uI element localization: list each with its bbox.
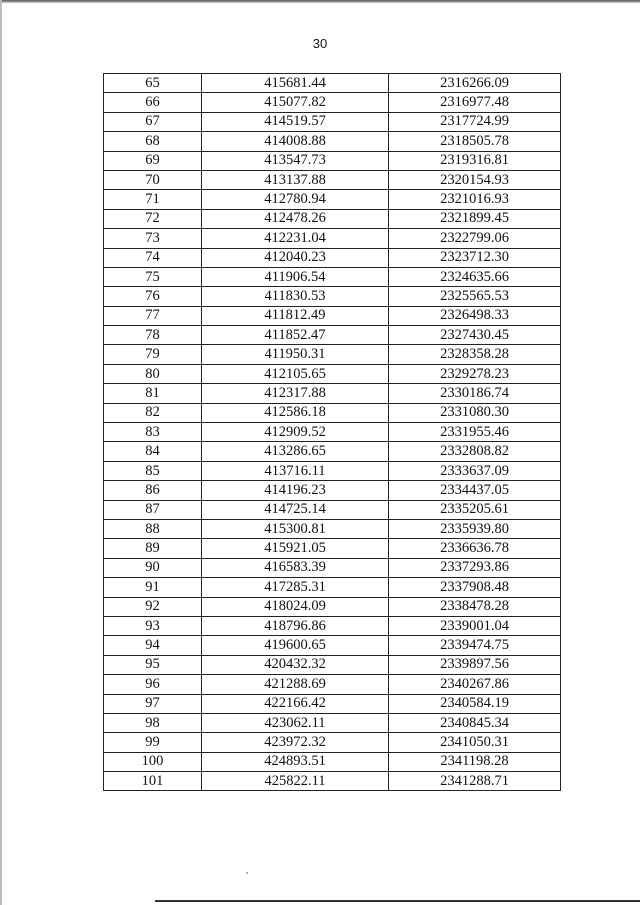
x-coordinate-cell: 414196.23: [202, 481, 389, 500]
table-row: [104, 423, 561, 442]
table-row: [104, 132, 561, 151]
table-row: [104, 500, 561, 519]
x-coordinate-cell: 416583.39: [202, 558, 389, 577]
y-coordinate-cell: 2336636.78: [389, 539, 561, 558]
x-coordinate-cell: 411852.47: [202, 326, 389, 345]
y-coordinate-cell: 2334437.05: [389, 481, 561, 500]
x-coordinate-cell: 414519.57: [202, 112, 389, 131]
point-number-cell: 74: [104, 248, 202, 267]
table-row: [104, 287, 561, 306]
x-coordinate-cell: 415300.81: [202, 519, 389, 538]
table-row: [104, 539, 561, 558]
table-row: [104, 519, 561, 538]
y-coordinate-cell: 2320154.93: [389, 170, 561, 189]
table-row: [104, 461, 561, 480]
x-coordinate-cell: 412317.88: [202, 384, 389, 403]
x-coordinate-cell: 411830.53: [202, 287, 389, 306]
table-row: [104, 655, 561, 674]
point-number-cell: 77: [104, 306, 202, 325]
x-coordinate-cell: 423062.11: [202, 713, 389, 732]
y-coordinate-cell: 2337293.86: [389, 558, 561, 577]
table-row: [104, 694, 561, 713]
y-coordinate-cell: 2332808.82: [389, 442, 561, 461]
y-coordinate-cell: 2330186.74: [389, 384, 561, 403]
point-number-cell: 95: [104, 655, 202, 674]
x-coordinate-cell: 412040.23: [202, 248, 389, 267]
point-number-cell: 100: [104, 752, 202, 771]
point-number-cell: 85: [104, 461, 202, 480]
point-number-cell: 98: [104, 713, 202, 732]
table-row: [104, 384, 561, 403]
table-row: [104, 93, 561, 112]
table-row: [104, 74, 561, 93]
y-coordinate-cell: 2325565.53: [389, 287, 561, 306]
point-number-cell: 82: [104, 403, 202, 422]
y-coordinate-cell: 2340267.86: [389, 675, 561, 694]
table-row: [104, 481, 561, 500]
point-number-cell: 78: [104, 326, 202, 345]
y-coordinate-cell: 2331955.46: [389, 423, 561, 442]
table-row: [104, 345, 561, 364]
y-coordinate-cell: 2327430.45: [389, 326, 561, 345]
y-coordinate-cell: 2340845.34: [389, 713, 561, 732]
table-row: [104, 209, 561, 228]
point-number-cell: 87: [104, 500, 202, 519]
scan-left-edge: [0, 0, 2, 905]
y-coordinate-cell: 2339897.56: [389, 655, 561, 674]
coordinates-table-body: [104, 74, 561, 791]
point-number-cell: 90: [104, 558, 202, 577]
table-row: [104, 597, 561, 616]
x-coordinate-cell: 413716.11: [202, 461, 389, 480]
x-coordinate-cell: 412478.26: [202, 209, 389, 228]
x-coordinate-cell: 411812.49: [202, 306, 389, 325]
x-coordinate-cell: 425822.11: [202, 772, 389, 791]
x-coordinate-cell: 418024.09: [202, 597, 389, 616]
table-row: [104, 772, 561, 791]
y-coordinate-cell: 2337908.48: [389, 578, 561, 597]
table-row: [104, 229, 561, 248]
table-row: [104, 713, 561, 732]
table-row: [104, 636, 561, 655]
y-coordinate-cell: 2339001.04: [389, 616, 561, 635]
point-number-cell: 68: [104, 132, 202, 151]
x-coordinate-cell: 412231.04: [202, 229, 389, 248]
table-row: [104, 752, 561, 771]
y-coordinate-cell: 2321899.45: [389, 209, 561, 228]
table-row: [104, 616, 561, 635]
point-number-cell: 67: [104, 112, 202, 131]
coordinates-table: [103, 73, 561, 791]
y-coordinate-cell: 2316266.09: [389, 74, 561, 93]
x-coordinate-cell: 413137.88: [202, 170, 389, 189]
x-coordinate-cell: 412909.52: [202, 423, 389, 442]
table-row: [104, 306, 561, 325]
x-coordinate-cell: 412586.18: [202, 403, 389, 422]
y-coordinate-cell: 2328358.28: [389, 345, 561, 364]
y-coordinate-cell: 2321016.93: [389, 190, 561, 209]
x-coordinate-cell: 423972.32: [202, 733, 389, 752]
table-row: [104, 112, 561, 131]
y-coordinate-cell: 2338478.28: [389, 597, 561, 616]
y-coordinate-cell: 2340584.19: [389, 694, 561, 713]
table-row: [104, 151, 561, 170]
table-row: [104, 442, 561, 461]
point-number-cell: 97: [104, 694, 202, 713]
point-number-cell: 80: [104, 364, 202, 383]
x-coordinate-cell: 411906.54: [202, 267, 389, 286]
point-number-cell: 70: [104, 170, 202, 189]
x-coordinate-cell: 418796.86: [202, 616, 389, 635]
table-row: [104, 733, 561, 752]
table-row: [104, 675, 561, 694]
y-coordinate-cell: 2341050.31: [389, 733, 561, 752]
point-number-cell: 92: [104, 597, 202, 616]
x-coordinate-cell: 414725.14: [202, 500, 389, 519]
x-coordinate-cell: 413286.65: [202, 442, 389, 461]
point-number-cell: 94: [104, 636, 202, 655]
x-coordinate-cell: 411950.31: [202, 345, 389, 364]
scan-top-edge: [0, 0, 640, 3]
y-coordinate-cell: 2341288.71: [389, 772, 561, 791]
table-row: [104, 558, 561, 577]
point-number-cell: 96: [104, 675, 202, 694]
point-number-cell: 75: [104, 267, 202, 286]
y-coordinate-cell: 2316977.48: [389, 93, 561, 112]
point-number-cell: 73: [104, 229, 202, 248]
table-row: [104, 326, 561, 345]
y-coordinate-cell: 2323712.30: [389, 248, 561, 267]
y-coordinate-cell: 2317724.99: [389, 112, 561, 131]
y-coordinate-cell: 2319316.81: [389, 151, 561, 170]
point-number-cell: 81: [104, 384, 202, 403]
y-coordinate-cell: 2339474.75: [389, 636, 561, 655]
x-coordinate-cell: 417285.31: [202, 578, 389, 597]
y-coordinate-cell: 2318505.78: [389, 132, 561, 151]
y-coordinate-cell: 2322799.06: [389, 229, 561, 248]
x-coordinate-cell: 412105.65: [202, 364, 389, 383]
y-coordinate-cell: 2331080.30: [389, 403, 561, 422]
scan-speck: [246, 872, 248, 874]
y-coordinate-cell: 2333637.09: [389, 461, 561, 480]
y-coordinate-cell: 2335205.61: [389, 500, 561, 519]
table-row: [104, 248, 561, 267]
y-coordinate-cell: 2335939.80: [389, 519, 561, 538]
y-coordinate-cell: 2324635.66: [389, 267, 561, 286]
x-coordinate-cell: 424893.51: [202, 752, 389, 771]
point-number-cell: 101: [104, 772, 202, 791]
x-coordinate-cell: 415681.44: [202, 74, 389, 93]
page-number: 30: [312, 36, 328, 51]
point-number-cell: 93: [104, 616, 202, 635]
point-number-cell: 89: [104, 539, 202, 558]
x-coordinate-cell: 414008.88: [202, 132, 389, 151]
point-number-cell: 83: [104, 423, 202, 442]
y-coordinate-cell: 2341198.28: [389, 752, 561, 771]
x-coordinate-cell: 419600.65: [202, 636, 389, 655]
point-number-cell: 84: [104, 442, 202, 461]
point-number-cell: 86: [104, 481, 202, 500]
x-coordinate-cell: 415077.82: [202, 93, 389, 112]
table-row: [104, 578, 561, 597]
point-number-cell: 71: [104, 190, 202, 209]
x-coordinate-cell: 421288.69: [202, 675, 389, 694]
point-number-cell: 79: [104, 345, 202, 364]
x-coordinate-cell: 412780.94: [202, 190, 389, 209]
table-row: [104, 190, 561, 209]
x-coordinate-cell: 422166.42: [202, 694, 389, 713]
point-number-cell: 88: [104, 519, 202, 538]
table-row: [104, 403, 561, 422]
y-coordinate-cell: 2329278.23: [389, 364, 561, 383]
y-coordinate-cell: 2326498.33: [389, 306, 561, 325]
x-coordinate-cell: 413547.73: [202, 151, 389, 170]
scan-bottom-line: [155, 900, 640, 902]
table-row: [104, 364, 561, 383]
point-number-cell: 65: [104, 74, 202, 93]
x-coordinate-cell: 420432.32: [202, 655, 389, 674]
x-coordinate-cell: 415921.05: [202, 539, 389, 558]
point-number-cell: 91: [104, 578, 202, 597]
point-number-cell: 69: [104, 151, 202, 170]
point-number-cell: 72: [104, 209, 202, 228]
point-number-cell: 99: [104, 733, 202, 752]
point-number-cell: 76: [104, 287, 202, 306]
table-row: [104, 170, 561, 189]
point-number-cell: 66: [104, 93, 202, 112]
table-row: [104, 267, 561, 286]
